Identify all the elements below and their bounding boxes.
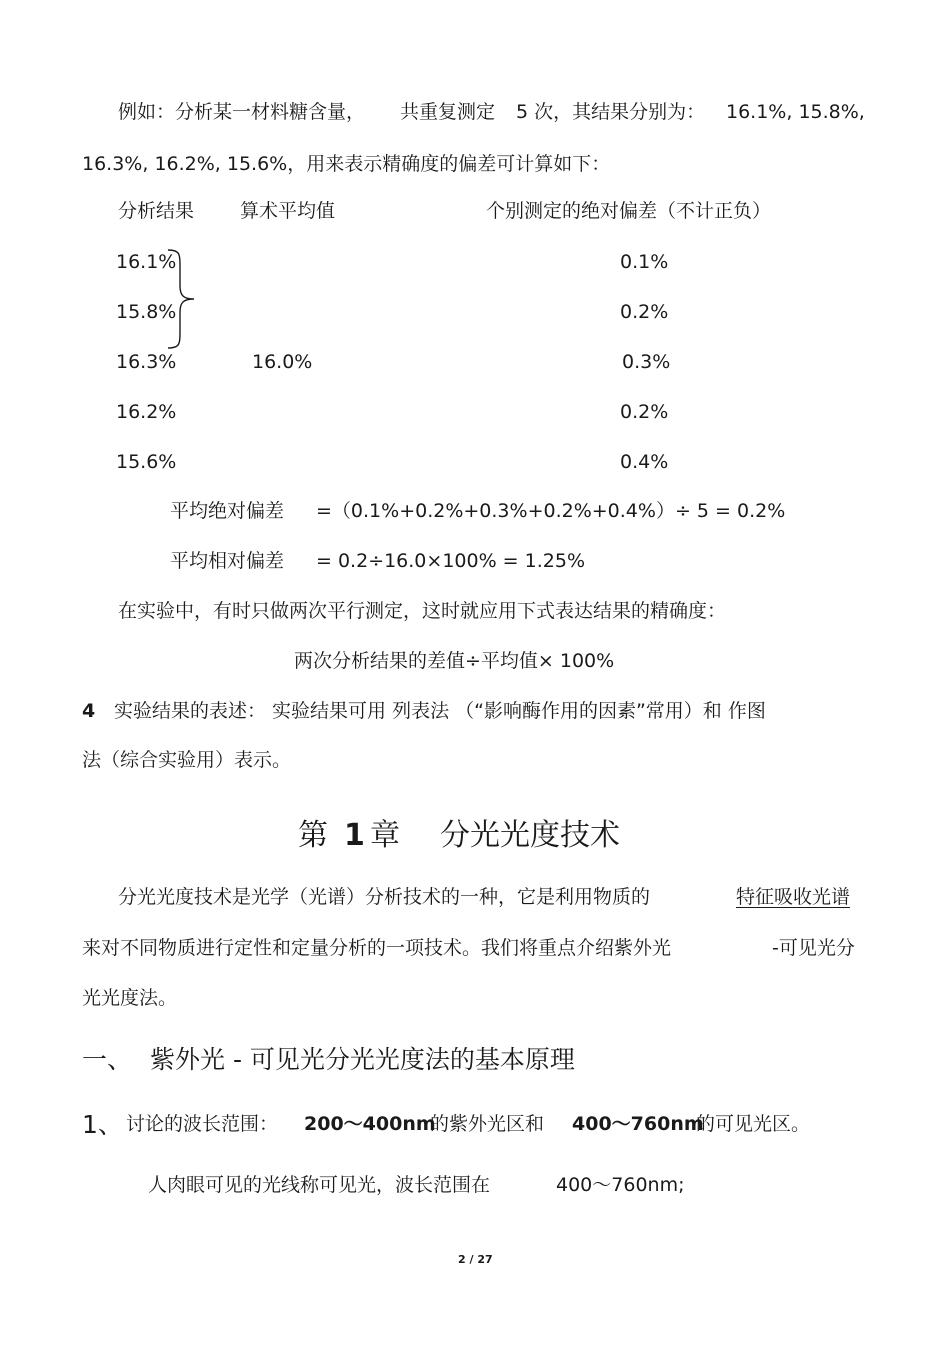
curly-brace-icon — [164, 248, 200, 350]
intro-text-1d: 16.1%, 15.8%, — [726, 101, 865, 123]
intro-text-1a: 例如：分析某一材料糖含量， — [118, 101, 366, 123]
avg-abs-deviation-formula: =（0.1%+0.2%+0.3%+0.2%+0.4%）÷ 5 = 0.2% — [316, 500, 786, 522]
chapter-intro-3: 光光度法。 — [82, 987, 178, 1009]
result-value: 15.6% — [116, 451, 177, 473]
deviation-value: 0.4% — [620, 451, 669, 473]
section-4-number: 4 — [82, 700, 96, 722]
chapter-intro-2b: -可见光分 — [772, 937, 855, 959]
header-analysis-result: 分析结果 — [118, 200, 195, 222]
page-number: 2 / 27 — [458, 1253, 493, 1266]
result-value: 16.3% — [116, 351, 177, 373]
section-4-text-1: 实验结果的表述： 实验结果可用 列表法 （“影响酶作用的因素”常用）和 作图 — [114, 700, 766, 722]
header-absolute-deviation: 个别测定的绝对偏差（不计正负） — [486, 200, 772, 222]
deviation-value: 0.3% — [622, 351, 671, 373]
item-1-label: 讨论的波长范围： — [126, 1113, 279, 1135]
deviation-value: 0.2% — [620, 401, 669, 423]
chapter-intro-2a: 来对不同物质进行定性和定量分析的一项技术。我们将重点介绍紫外光 — [82, 937, 672, 959]
chapter-intro-1: 分光光度技术是光学（光谱）分析技术的一种，它是利用物质的 — [118, 886, 651, 908]
avg-abs-deviation-label: 平均绝对偏差 — [170, 500, 285, 522]
chapter-number: 1 — [344, 818, 365, 853]
precision-formula: 两次分析结果的差值÷平均值× 100% — [294, 650, 615, 672]
result-value: 16.1% — [116, 251, 177, 273]
mean-value: 16.0% — [252, 351, 313, 373]
visible-range: 400～760nm — [572, 1113, 704, 1135]
parallel-measurement-text: 在实验中，有时只做两次平行测定，这时就应用下式表达结果的精确度： — [118, 600, 727, 622]
underlined-term: 特征吸收光谱 — [736, 886, 851, 908]
visible-light-range: 400～760nm; — [556, 1174, 685, 1196]
section-one-number: 一、 — [82, 1045, 133, 1074]
result-value: 15.8% — [116, 301, 177, 323]
chapter-suffix: 章 — [370, 818, 400, 853]
intro-text-2: 16.3%, 16.2%, 15.6%，用来表示精确度的偏差可计算如下： — [82, 153, 611, 175]
avg-rel-deviation-formula: = 0.2÷16.0×100% = 1.25% — [316, 550, 585, 572]
item-1-text-1: 的紫外光区和 — [430, 1113, 545, 1135]
uv-range: 200～400nm — [304, 1113, 436, 1135]
section-one-title: 紫外光 - 可见光分光光度法的基本原理 — [150, 1045, 575, 1074]
chapter-title: 分光光度技术 — [440, 818, 620, 853]
item-1-text-2: 的可见光区。 — [696, 1113, 811, 1135]
deviation-value: 0.1% — [620, 251, 669, 273]
header-arithmetic-mean: 算术平均值 — [240, 200, 336, 222]
section-4-text-2: 法（综合实验用）表示。 — [82, 749, 292, 771]
visible-light-text: 人肉眼可见的光线称可见光，波长范围在 — [148, 1174, 491, 1196]
chapter-prefix: 第 — [298, 818, 328, 853]
result-value: 16.2% — [116, 401, 177, 423]
intro-text-1c: 5 次，其结果分别为： — [516, 101, 706, 123]
item-1-number: 1、 — [82, 1110, 123, 1139]
intro-text-1b: 共重复测定 — [400, 101, 496, 123]
deviation-value: 0.2% — [620, 301, 669, 323]
avg-rel-deviation-label: 平均相对偏差 — [170, 550, 285, 572]
